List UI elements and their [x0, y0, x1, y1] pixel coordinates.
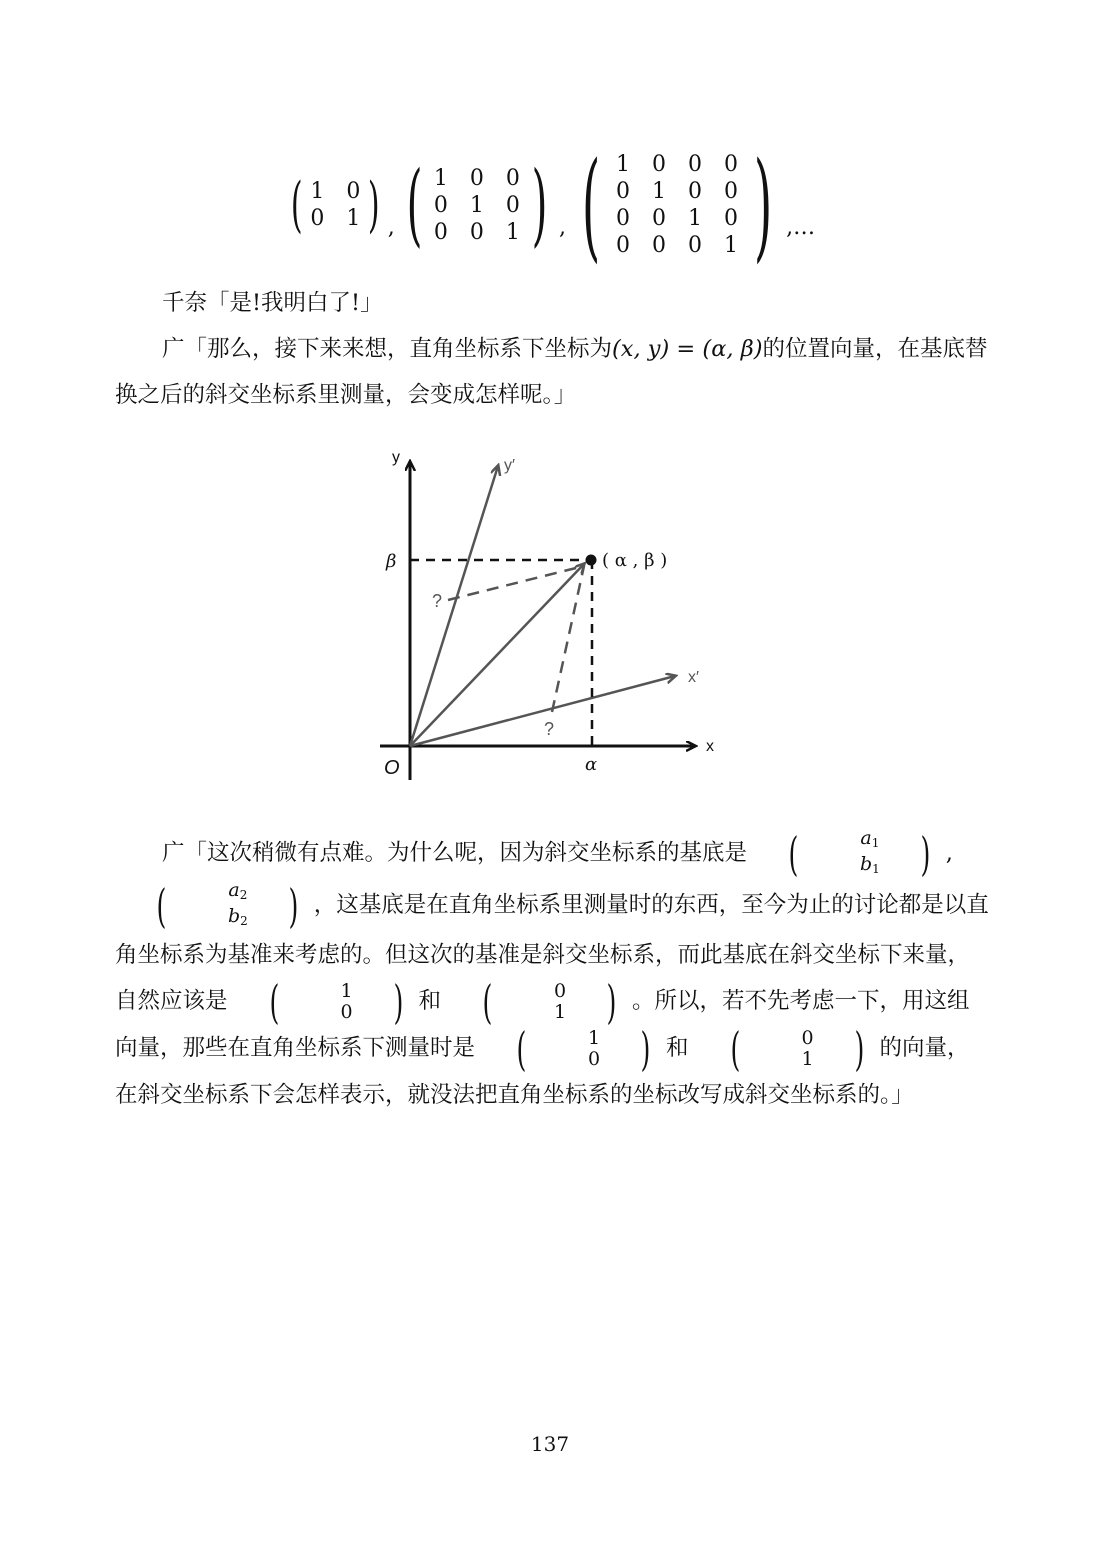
vector-entry: 1 [553, 1001, 567, 1023]
unit-vector-e1 [476, 1022, 665, 1076]
vector-entry [813, 828, 880, 854]
right-paren: ) [368, 170, 380, 240]
vector-entry: 1 [801, 1048, 814, 1070]
vector-symbol: b [227, 905, 241, 927]
subscript: 1 [872, 862, 880, 876]
matrix-cell: 0 [724, 152, 739, 177]
point-label: ( α , β ) [602, 550, 668, 571]
vector-symbol: b [859, 853, 873, 875]
y-prime-label: y′ [504, 457, 515, 474]
left-paren: ( [268, 975, 279, 1029]
matrix-cell: 0 [724, 179, 739, 204]
x-prime-axis-line [410, 676, 675, 746]
matrix-cell: 0 [505, 165, 520, 191]
subscript: 1 [871, 836, 880, 850]
text-span: 。所以，若不先考虑一下，用这组向量，那些在直角坐标系下测量时是 [115, 988, 970, 1061]
vector-entry [181, 906, 248, 932]
matrix-cell: 0 [652, 206, 667, 231]
left-paren: ( [482, 975, 493, 1029]
line-chinami: 千奈「是!我明白了!」 [162, 290, 383, 316]
basis-vector-2 [116, 880, 313, 932]
right-paren: ) [531, 152, 548, 257]
text-span: 的位置向量，在基底替换之后的斜交坐标系里测量，会变成怎样呢。」 [115, 336, 988, 408]
vector-entry: 1 [587, 1027, 601, 1049]
dialogue-block-1 [115, 280, 991, 418]
subscript: 2 [239, 888, 248, 902]
unit-vector-e2 [690, 1022, 879, 1076]
vector-entry: 0 [553, 980, 567, 1002]
right-paren: ) [753, 136, 773, 274]
matrix-cell: 1 [505, 219, 520, 245]
matrix-2x2 [285, 170, 386, 240]
matrix-ellipsis: ,… [786, 215, 816, 240]
matrix-cell: 0 [616, 233, 631, 258]
matrix-cell: 1 [688, 206, 703, 231]
matrix-cell: 0 [652, 152, 667, 177]
matrix-cell: 1 [616, 152, 631, 177]
beta-tick-label: β [386, 551, 397, 572]
x-prime-label: x′ [688, 669, 699, 686]
matrix-cell: 0 [688, 233, 703, 258]
matrix-cell: 0 [469, 219, 484, 245]
matrix-cell: 0 [724, 206, 739, 231]
matrix-cell: 0 [346, 179, 361, 204]
subscript: 2 [240, 914, 248, 928]
matrix-cell: 0 [616, 206, 631, 231]
text-span: 广「这次稍微有点难。为什么呢，因为斜交坐标系的基底是 [162, 840, 748, 866]
matrix-cell: 0 [616, 179, 631, 204]
left-paren: ( [406, 152, 423, 257]
vector-symbol: a [860, 827, 872, 849]
matrix-cell: 0 [433, 219, 448, 245]
text-span: 广「那么，接下来来想，直角坐标系下坐标为 [162, 336, 613, 362]
vector-entry: 1 [340, 980, 353, 1002]
matrix-cell: 1 [652, 179, 667, 204]
page-number: 137 [530, 1432, 570, 1456]
vector-column [181, 880, 248, 932]
matrix-2x2-grid [308, 179, 362, 231]
x-axis-label: x [706, 738, 714, 755]
vector-entry: 0 [587, 1048, 601, 1070]
matrix-4x4 [568, 136, 786, 274]
vector-column [754, 1028, 813, 1070]
matrix-cell: 0 [688, 152, 703, 177]
matrix-cell: 1 [310, 179, 325, 204]
matrix-separator: , [559, 215, 566, 240]
question-mark-y-prime: ? [432, 591, 443, 611]
left-paren: ( [788, 827, 799, 881]
y-prime-axis-line [410, 466, 498, 746]
right-paren: ) [393, 975, 403, 1029]
vector-entry: 0 [801, 1027, 814, 1049]
coordinate-equation: (x, y) = (α, β) [612, 336, 763, 362]
vector-column [507, 981, 566, 1023]
text-span: 和 [418, 988, 442, 1014]
right-paren: ) [288, 879, 299, 933]
matrix-3x3-grid [432, 166, 522, 245]
vector-symbol: a [228, 879, 240, 901]
vector-column [541, 1028, 600, 1070]
line-hiro-question [115, 326, 991, 418]
vector-entry [181, 880, 248, 906]
left-paren: ( [516, 1022, 527, 1076]
matrix-cell: 0 [433, 192, 448, 218]
origin-label: O [384, 757, 400, 779]
text-span: 的向量，在斜交坐标系下会怎样表示，就没法把直角坐标系的坐标改写成斜交坐标系的。」 [115, 1035, 970, 1108]
left-paren: ( [729, 1022, 740, 1076]
line-hiro-explanation [115, 828, 991, 1118]
dialogue-block-2 [115, 828, 991, 1118]
matrix-cell: 0 [652, 233, 667, 258]
unit-vector-e2 [442, 975, 631, 1029]
right-paren: ) [606, 975, 617, 1029]
right-paren: ) [920, 827, 931, 881]
unit-vector-e1 [229, 975, 418, 1029]
left-paren: ( [581, 136, 601, 274]
vector-entry [813, 854, 880, 880]
text-span: 和 [666, 1035, 689, 1061]
basis-vector-1 [748, 828, 945, 880]
matrix-cell: 1 [724, 233, 739, 258]
vector-column [293, 981, 352, 1023]
matrix-cell: 1 [433, 165, 448, 191]
matrix-cell: 1 [346, 206, 361, 231]
vector-entry: 0 [340, 1001, 353, 1023]
question-mark-x-prime: ? [544, 719, 555, 739]
matrix-separator: , [387, 215, 395, 240]
matrix-4x4-grid [614, 152, 740, 258]
alpha-tick-label: α [585, 754, 598, 775]
comma: , [945, 840, 953, 866]
matrix-cell: 0 [505, 192, 520, 218]
left-paren: ( [156, 879, 167, 933]
right-paren: ) [854, 1022, 864, 1076]
matrix-cell: 1 [469, 192, 484, 218]
identity-matrices [0, 136, 1100, 274]
left-paren: ( [290, 170, 303, 240]
right-paren: ) [640, 1022, 651, 1076]
matrix-cell: 0 [310, 206, 325, 231]
matrix-cell: 0 [688, 179, 703, 204]
y-axis-label: y [392, 449, 400, 466]
y-prime-component-dashed [448, 566, 584, 600]
oblique-coordinate-figure [370, 440, 730, 800]
matrix-3x3 [397, 152, 557, 257]
x-prime-component-dashed [552, 566, 584, 712]
vector-column [813, 828, 880, 880]
text-span: ，这基底是在直角坐标系里测量时的东西，至今为止的讨论都是以直角坐标系为基准来考虑的。但这次的基准是斜交坐标系，而此基底在斜交坐标下来量，自然应该是 [115, 892, 989, 1014]
point-alpha-beta [586, 555, 597, 566]
matrix-cell: 0 [469, 165, 484, 191]
